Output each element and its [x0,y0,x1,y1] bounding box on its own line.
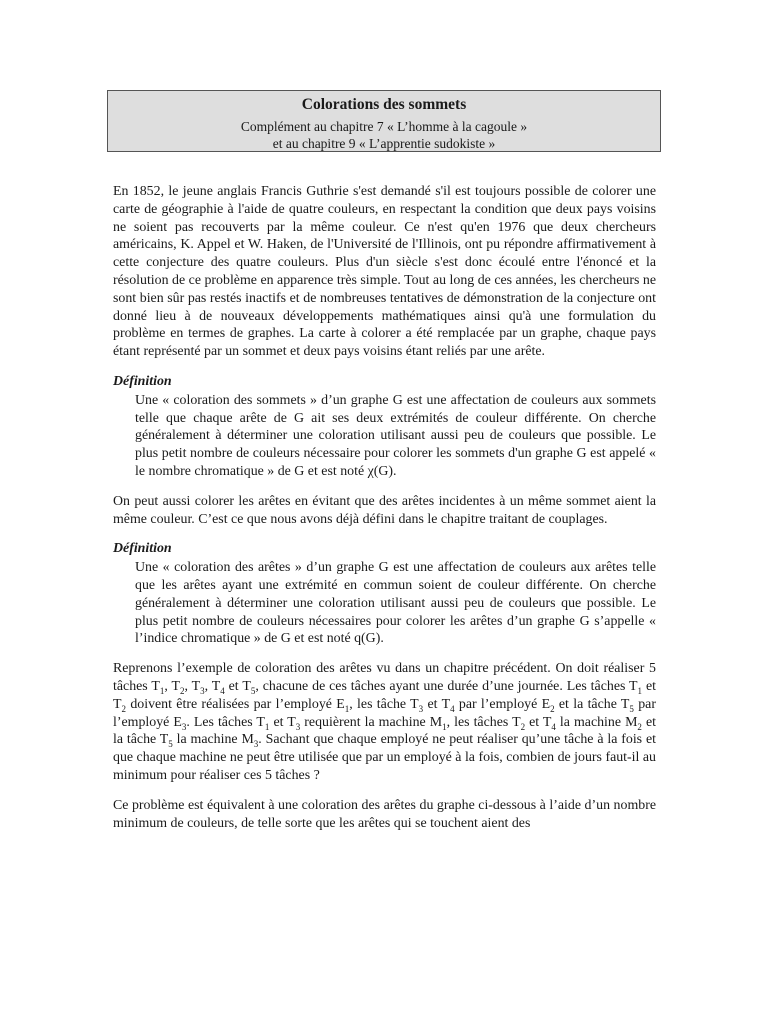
document-subtitle-line1: Complément au chapitre 7 « L’homme à la cagoule » [240,119,528,134]
intro-paragraph: En 1852, le jeune anglais Francis Guthrie s'est demandé s'il est toujours possible de colorer une carte de géographie à l'aide de quatre couleurs, en respectant la condition que deux pays voisins ne soient pas recouverts par la même couleur. Ce n'est qu'en 1976 que deux chercheurs américains, K. Appel et W. Haken, de l'Université de l'Illinois, ont pu répondre affirmativement à cette conjecture des quatre couleurs. Plus d'un siècle s'est donc écoulé entre l'énoncé et la résolution de ce problème en apparence très simple. Tout au long de ces années, les chercheurs ne sont bien sûr pas restés inactifs et de nombreuses tentatives de démonstration de la conjecture ont donné lieu à de nouveaux développements mathématiques ainsi qu'à une formulation du problème en termes de graphes. La carte à colorer a été remplacée par un graphe, chaque pays étant représenté par un sommet et deux pays voisins étant reliés par une arête. [113,184,656,360]
document-body [113,183,656,844]
title-box [107,90,661,152]
definition-body-1: Une « coloration des sommets » d’un graphe G est une affectation de couleurs aux sommets telle que chaque arête de G ait ses deux extrémités de couleur différente. On cherche généralement à déterminer une coloration utilisant aussi peu de couleurs que possible. Le plus petit nombre de couleurs nécessaire pour colorer les sommets d'un graphe G est appelé « le nombre chromatique » de G et est noté χ(G). [135,392,656,479]
edges-paragraph: On peut aussi colorer les arêtes en évitant que des arêtes incidentes à un même sommet aient la même couleur. C’est ce que nous avons déjà défini dans le chapitre traitant de couplages. [113,493,656,527]
document-title: Colorations des sommets [301,96,467,113]
definition-heading-2: Définition [113,541,172,557]
definition-body-2: Une « coloration des arêtes » d’un graphe G est une affectation de couleurs aux arêtes telle que les arêtes ayant une extrémité en commun soient de couleur différente. On cherche généralement à déterminer une coloration utilisant aussi peu de couleurs que possible. Le plus petit nombre de couleurs nécessaires pour colorer les arêtes d’un graphe G s’appelle « l’indice chromatique » de G et est noté q(G). [135,560,656,647]
definition-heading-1: Définition [113,373,172,389]
conclusion-paragraph: Ce problème est équivalent à une coloration des arêtes du graphe ci-dessous à l’aide d’un nombre minimum de couleurs, de telle sorte que les arêtes qui se touchent aient des [113,797,656,831]
document-subtitle-line2: et au chapitre 9 « L’apprentie sudokiste » [272,136,496,151]
example-paragraph: Reprenons l’exemple de coloration des arêtes vu dans un chapitre précédent. On doit réaliser 5 tâches $T_1$, $T_2$, $T_3$, $T_4$ et $T_5$, chacune de ces tâches ayant une durée d’une journée. Les tâches $T_1$ et $T_2$ doivent être réalisées par l’employé $E_1$, les tâche $T_3$ et $T_4$ par l’employé $E_2$ et la tâche $T_5$ par l’employé $E_3$. Les tâches $T_1$ et $T_3$ requièrent la machine $M_1$, les tâches $T_2$ et $T_4$ la machine $M_2$ et la tâche $T_5$ la machine $M_3$. Sachant que chaque employé ne peut réaliser qu’une tâche à la fois et que chaque machine ne peut être utilisée que par un employé à la fois, combien de jours faut-il au minimum pour réaliser ces 5 tâches ? [113,661,656,783]
